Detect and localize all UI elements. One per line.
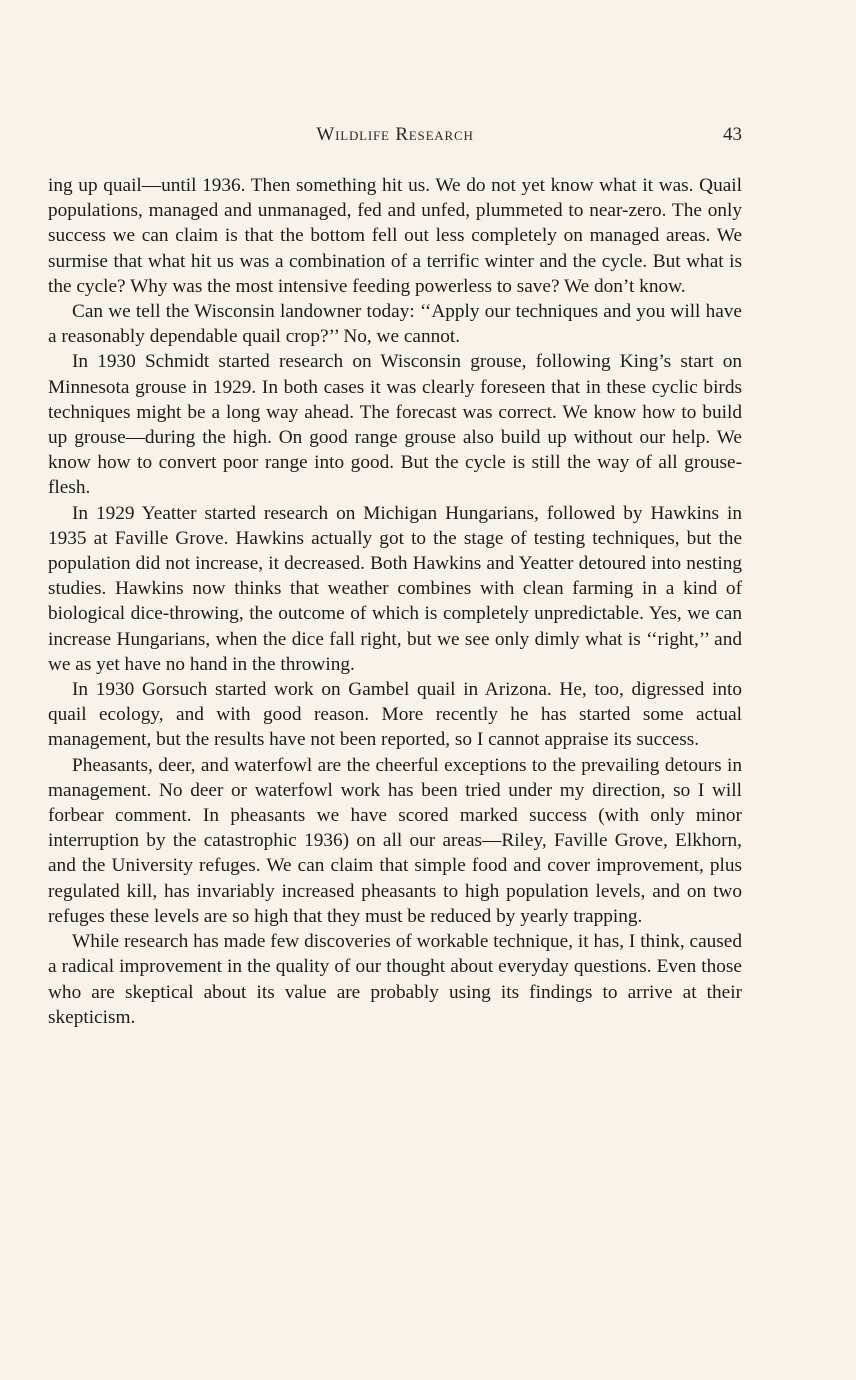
page-number: 43 [723, 124, 742, 145]
running-title: Wildlife Research [316, 124, 474, 145]
paragraph: Can we tell the Wisconsin landowner today: ‘‘Apply our techniques and you will have a reasonably dependable quail crop?’’ No, we cannot. [48, 301, 742, 348]
paragraph: In 1930 Schmidt started research on Wisconsin grouse, following King’s start on Minnesota grouse in 1929. In both cases it was clearly foreseen that in these cyclic birds techniques might be a long way ahead. The forecast was correct. We know how to build up grouse—during the high. On good range grouse also build up without our help. We know how to convert poor range into good. But the cycle is still the way of all grouse-flesh. [48, 351, 742, 499]
paragraph: In 1929 Yeatter started research on Michigan Hungarians, followed by Hawkins in 1935 at Faville Grove. Hawkins actually got to the stage of testing techniques, but the population did not increase, it decreased. Both Hawkins and Yeatter detoured into nesting studies. Hawkins now thinks that weather combines with clean farming in a kind of biological dice-throwing, the outcome of which is completely unpredictable. Yes, we can increase Hungarians, when the dice fall right, but we see only dimly what is ‘‘right,’’ and we as yet have no hand in the throwing. [48, 502, 742, 675]
body-text [48, 173, 742, 1030]
paragraph: In 1930 Gorsuch started work on Gambel quail in Arizona. He, too, digressed into quail ecology, and with good reason. More recently he has started some actual management, but the results have not been reported, so I cannot appraise its success. [48, 679, 742, 751]
paragraph-continuation: ing up quail—until 1936. Then something hit us. We do not yet know what it was. Quail populations, managed and unmanaged, fed and unfed, plummeted to near-zero. The only success we can claim is that the bottom fell out less completely on managed areas. We surmise that what hit us was a combination of a terrific winter and the cycle. But what is the cycle? Why was the most intensive feeding powerless to save? We don’t know. [48, 175, 742, 297]
paragraph: While research has made few discoveries of workable technique, it has, I think, caused a radical improvement in the quality of our thought about everyday questions. Even those who are skeptical about its value are probably using its findings to arrive at their skepticism. [48, 931, 742, 1028]
running-header [48, 124, 742, 148]
paragraph: Pheasants, deer, and waterfowl are the cheerful exceptions to the prevailing detours in management. No deer or waterfowl work has been tried under my direction, so I will forbear comment. In pheasants we have scored marked success (with only minor interruption by the catastrophic 1936) on all our areas—Riley, Faville Grove, Elkhorn, and the University refuges. We can claim that simple food and cover improvement, plus regulated kill, has invariably increased pheasants to high population levels, and on two refuges these levels are so high that they must be reduced by yearly trapping. [48, 754, 742, 927]
